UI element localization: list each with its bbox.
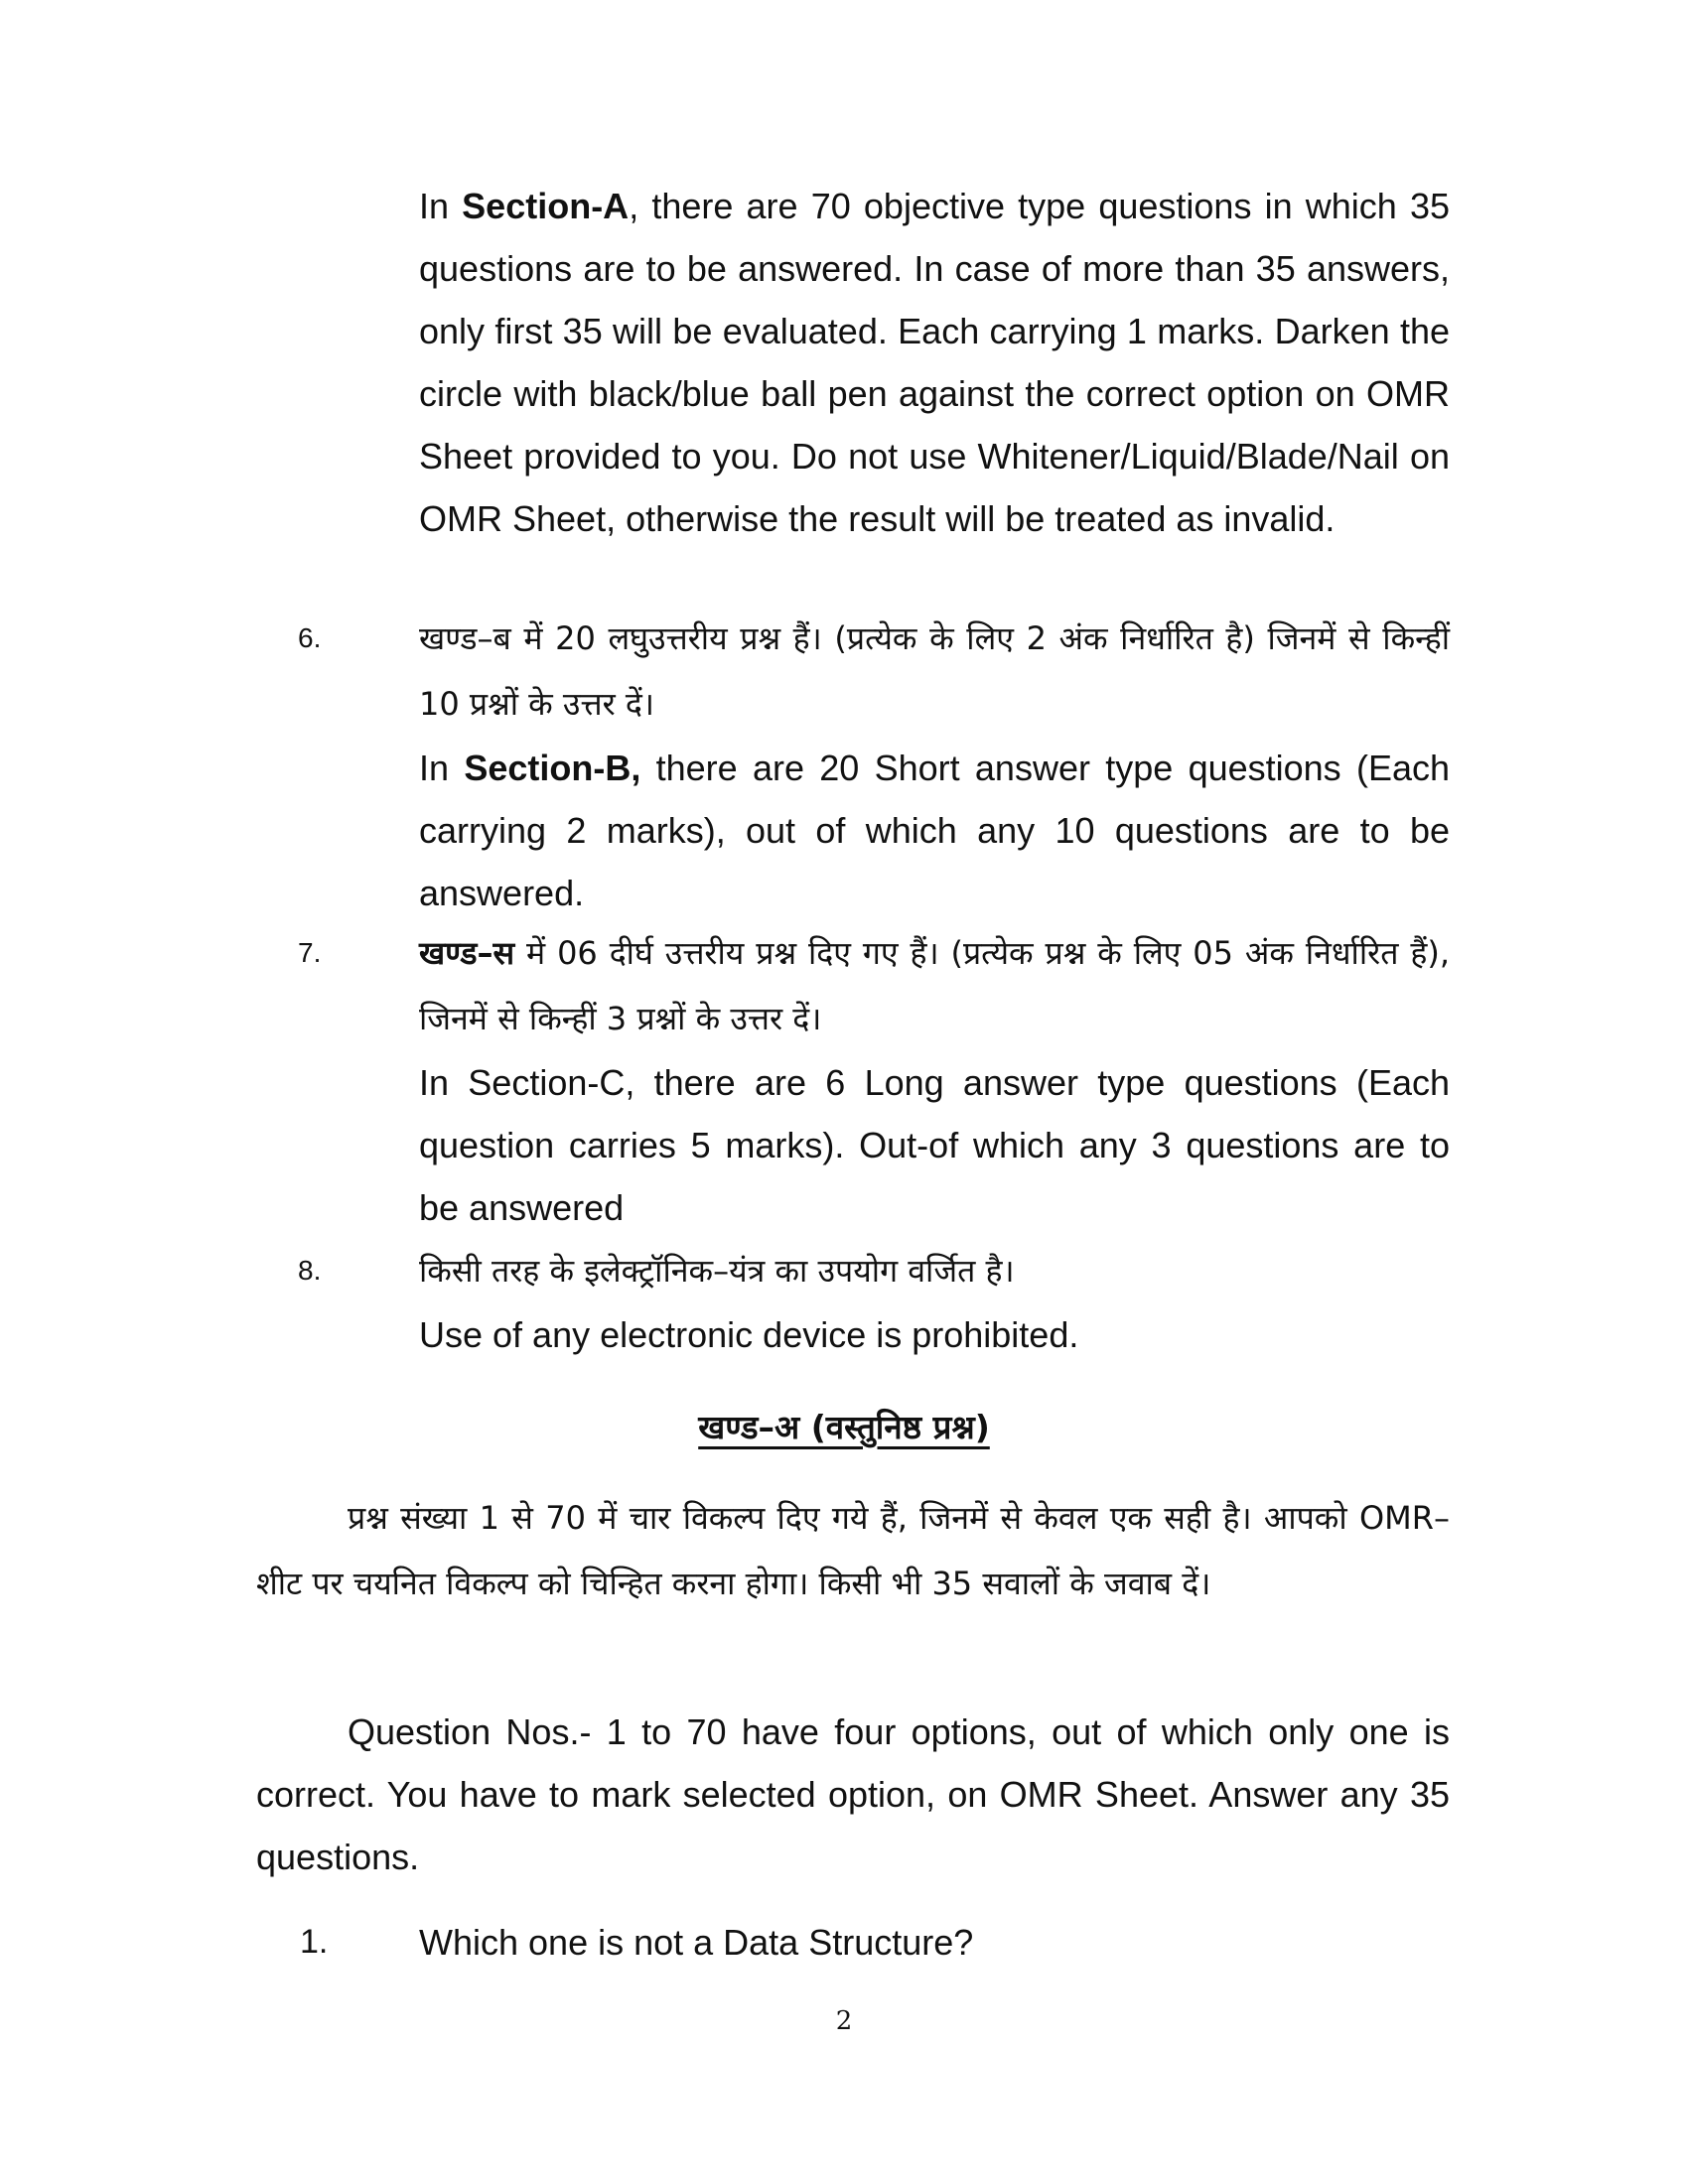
instructions-english: Question Nos.- 1 to 70 have four options, out of which only one is correct. You have to mark selected option, on OMR Sheet. Answer any 35 questions. xyxy=(256,1711,1450,1877)
item-7 xyxy=(419,920,1450,1239)
item-7-hindi-label: खण्ड–स xyxy=(419,934,515,972)
item-8 xyxy=(419,1238,1450,1366)
instructions-hindi-block xyxy=(256,1485,1450,1616)
item-6 xyxy=(419,606,1450,924)
section-a-text: , there are 70 objective type questions in which 35 questions are to be answered. In case of more than 35 answers, only first 35 will be evaluated. Each carrying 1 marks. Darken the circle with black/blue ball pen against the correct option on OMR Sheet provided to you. Do not use Whitener/Liquid/Blade/Nail on OMR Sheet, otherwise the result will be treated as invalid. xyxy=(419,186,1450,539)
section-a-label: Section-A xyxy=(462,186,630,226)
item-7-hindi xyxy=(419,920,1450,1051)
item-8-english: Use of any electronic device is prohibited. xyxy=(419,1314,1079,1355)
section-a-heading-text: खण्ड–अ (वस्तुनिष्ठ प्रश्न) xyxy=(698,1408,990,1446)
question-1-text: Which one is not a Data Structure? xyxy=(419,1922,974,1963)
item-6-english xyxy=(419,737,1450,924)
question-1-number: 1. xyxy=(300,1923,329,1961)
item-7-hindi-text: में 06 दीर्घ उत्तरीय प्रश्न दिए गए हैं। (प्रत्येक प्रश्न के लिए 05 अंक निर्धारित हैं), जिनमें से किन्हीं 3 प्रश्नों के उत्तर दें। xyxy=(419,934,1450,1037)
page-number: 2 xyxy=(835,2006,853,2036)
item-6-hindi: खण्ड–ब में 20 लघुउत्तरीय प्रश्न हैं। (प्रत्येक के लिए 2 अंक निर्धारित है) जिनमें से किन्हीं 10 प्रश्नों के उत्तर दें। xyxy=(419,619,1450,723)
item-6-english-intro: In xyxy=(419,748,465,788)
instructions-english-block xyxy=(256,1701,1450,1888)
instructions-hindi: प्रश्न संख्या 1 से 70 में चार विकल्प दिए गये हैं, जिनमें से केवल एक सही है। आपको OMR–शीट पर चयनित विकल्प को चिन्हित करना होगा। किसी भी 35 सवालों के जवाब दें। xyxy=(256,1499,1450,1602)
item-6-number: 6. xyxy=(298,622,322,653)
section-a-paragraph xyxy=(419,175,1450,550)
item-8-number: 8. xyxy=(298,1255,322,1286)
item-8-hindi: किसी तरह के इलेक्ट्रॉनिक–यंत्र का उपयोग वर्जित है। xyxy=(419,1252,1015,1290)
item-7-number: 7. xyxy=(298,937,322,968)
section-a-intro: In xyxy=(419,186,463,226)
item-6-section-label: Section-B, xyxy=(464,748,641,788)
section-a-instructions xyxy=(419,175,1450,550)
item-7-english: In Section-C, there are 6 Long answer type questions (Each question carries 5 marks). Out-of which any 3 questions are to be answered xyxy=(419,1062,1450,1228)
section-a-heading xyxy=(0,1398,1688,1457)
question-1 xyxy=(419,1911,1450,1974)
item-6-english-text: there are 20 Short answer type questions (Each carrying 2 marks), out of which any 10 questions are to be answered. xyxy=(419,748,1450,913)
